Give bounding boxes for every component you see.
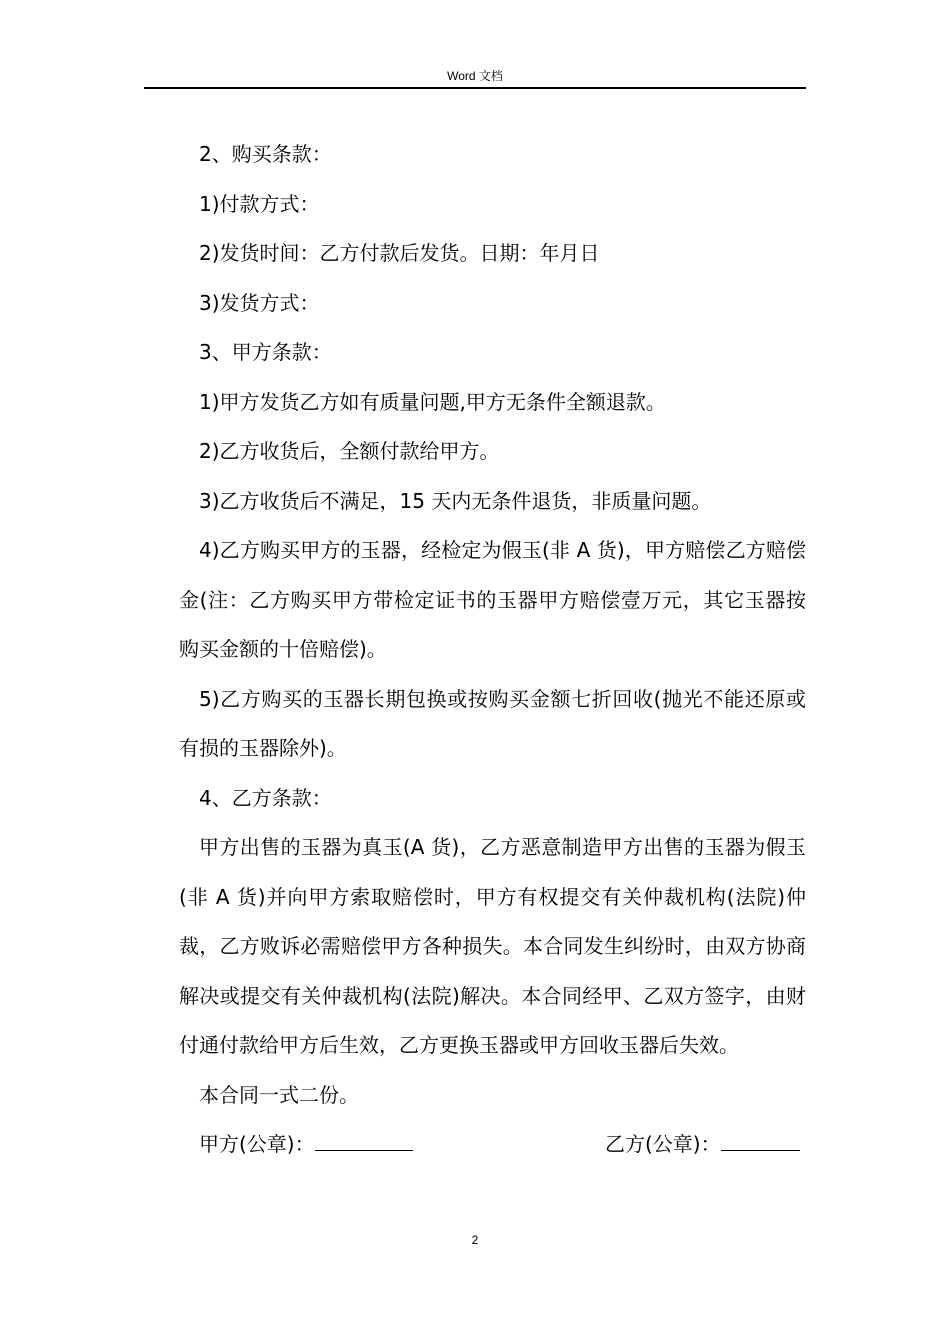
document-body (179, 130, 806, 1170)
clause-delivery-method: 3)发货方式： (199, 290, 320, 315)
signature-row (179, 1120, 806, 1170)
party-a-signature-blank (315, 1120, 413, 1151)
clause-return-policy: 3)乙方收货后不满足，15 天内无条件退货，非质量问题。 (199, 488, 712, 513)
party-a-seal-label: 甲方(公章)： (199, 1132, 315, 1156)
page-header-title: Word 文档 (447, 69, 503, 83)
clause-payment-method: 1)付款方式： (199, 191, 320, 216)
page-number: 2 (471, 1233, 479, 1247)
header-divider (144, 87, 806, 89)
clause-full-payment: 2)乙方收货后，全额付款给甲方。 (199, 439, 500, 463)
clause-delivery-time: 2)发货时间：乙方付款后发货。日期：年月日 (199, 241, 600, 265)
clause-dispute-resolution: 甲方出售的玉器为真玉(A 货)，乙方恶意制造甲方出售的玉器为假玉(非 A 货)并向甲方索取赔偿时，甲方有权提交有关仲裁机构(法院)仲裁，乙方败诉必需赔偿甲方各种损失。本合同发生纠纷时，由双方协商解决或提交有关仲裁机构(法院)解决。本合同经甲、乙双方签字，由财付通付款给甲方后生效，乙方更换玉器或甲方回收玉器后失效。 (179, 835, 806, 1057)
party-b-signature (605, 1120, 800, 1170)
section-heading-party-a-terms: 3、甲方条款： (199, 340, 332, 364)
clause-quality-refund: 1)甲方发货乙方如有质量问题,甲方无条件全额退款。 (199, 389, 666, 414)
clause-exchange-buyback: 5)乙方购买的玉器长期包换或按购买金额七折回收(抛光不能还原或有损的玉器除外)。 (179, 686, 806, 760)
section-heading-purchase-terms: 2、购买条款： (199, 142, 332, 166)
party-a-signature (199, 1120, 413, 1170)
party-b-seal-label: 乙方(公章)： (605, 1132, 721, 1156)
clause-copies: 本合同一式二份。 (199, 1082, 359, 1107)
party-b-signature-blank (721, 1120, 800, 1151)
clause-fake-jade-compensation: 4)乙方购买甲方的玉器，经检定为假玉(非 A 货)，甲方赔偿乙方赔偿金(注：乙方购买甲方带检定证书的玉器甲方赔偿壹万元，其它玉器按购买金额的十倍赔偿)。 (179, 538, 806, 661)
section-heading-party-b-terms: 4、乙方条款： (199, 785, 332, 810)
